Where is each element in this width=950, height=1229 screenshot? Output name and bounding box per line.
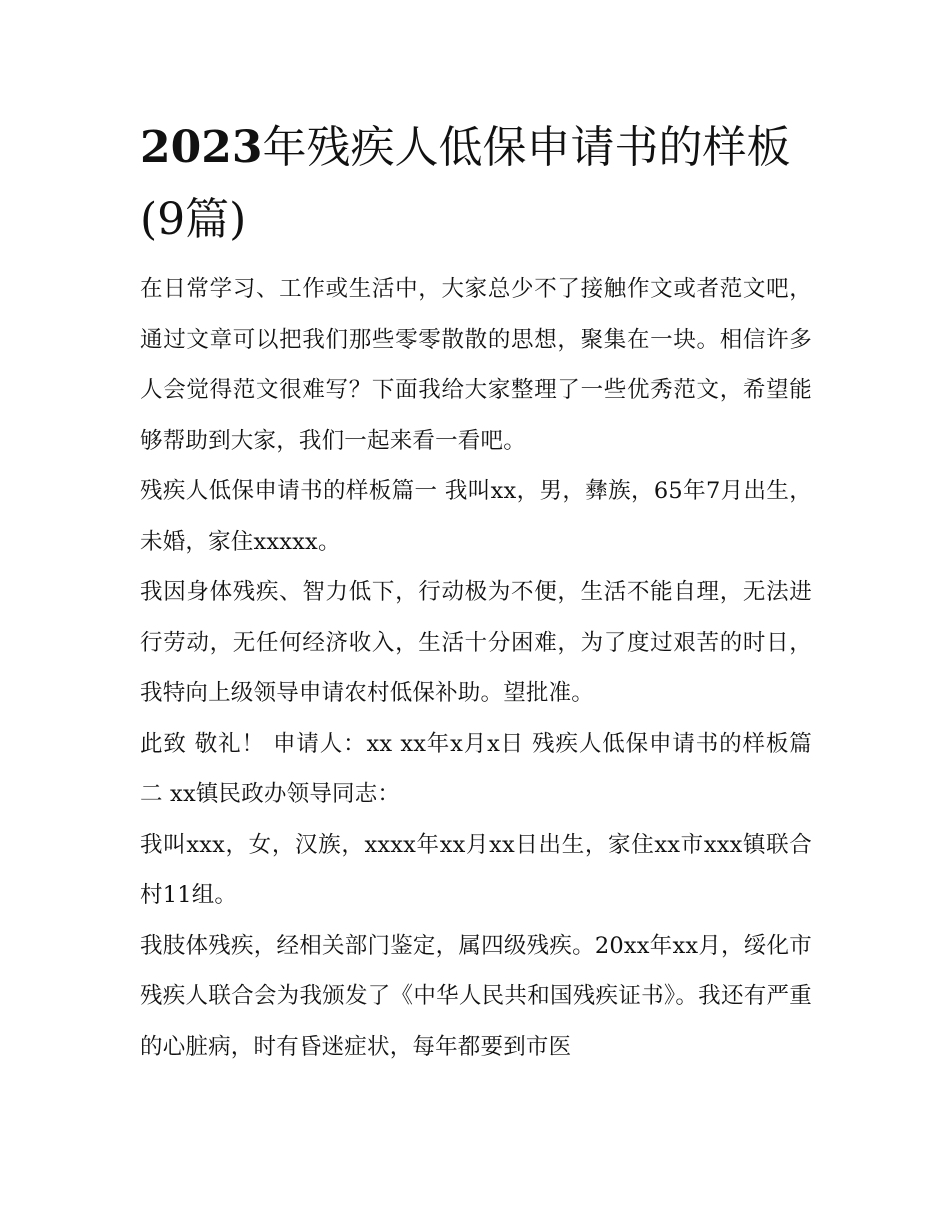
paragraph-sample-two-header: 此致 敬礼！ 申请人：xx xx年x月x日 残疾人低保申请书的样板篇二 xx镇民政办领导同志：	[140, 730, 812, 807]
document-page	[140, 112, 812, 1072]
paragraph-sample-one: 残疾人低保申请书的样板篇一 我叫xx，男，彝族，65年7月出生，未婚，家住xxxxx。	[140, 478, 812, 555]
paragraph-sample-one-body: 我因身体残疾、智力低下，行动极为不便，生活不能自理，无法进行劳动，无任何经济收入，生活十分困难，为了度过艰苦的时日，我特向上级领导申请农村低保补助。望批准。	[140, 579, 812, 706]
title-text: 年残疾人低保申请书的样板(9篇)	[140, 122, 791, 245]
paragraph-sample-two-intro: 我叫xxx，女，汉族，xxxx年xx月xx日出生，家住xx市xxx镇联合村11组。	[140, 831, 812, 908]
paragraph-intro: 在日常学习、工作或生活中，大家总少不了接触作文或者范文吧，通过文章可以把我们那些零零散散的思想，聚集在一块。相信许多人会觉得范文很难写？下面我给大家整理了一些优秀范文，希望能够帮助到大家，我们一起来看一看吧。	[140, 276, 812, 454]
paragraph-sample-two-body: 我肢体残疾，经相关部门鉴定，属四级残疾。20xx年xx月，绥化市残疾人联合会为我颁发了《中华人民共和国残疾证书》。我还有严重的心脏病，时有昏迷症状，每年都要到市医	[140, 932, 812, 1060]
title-year: 2023	[140, 122, 263, 173]
document-title	[140, 112, 812, 256]
